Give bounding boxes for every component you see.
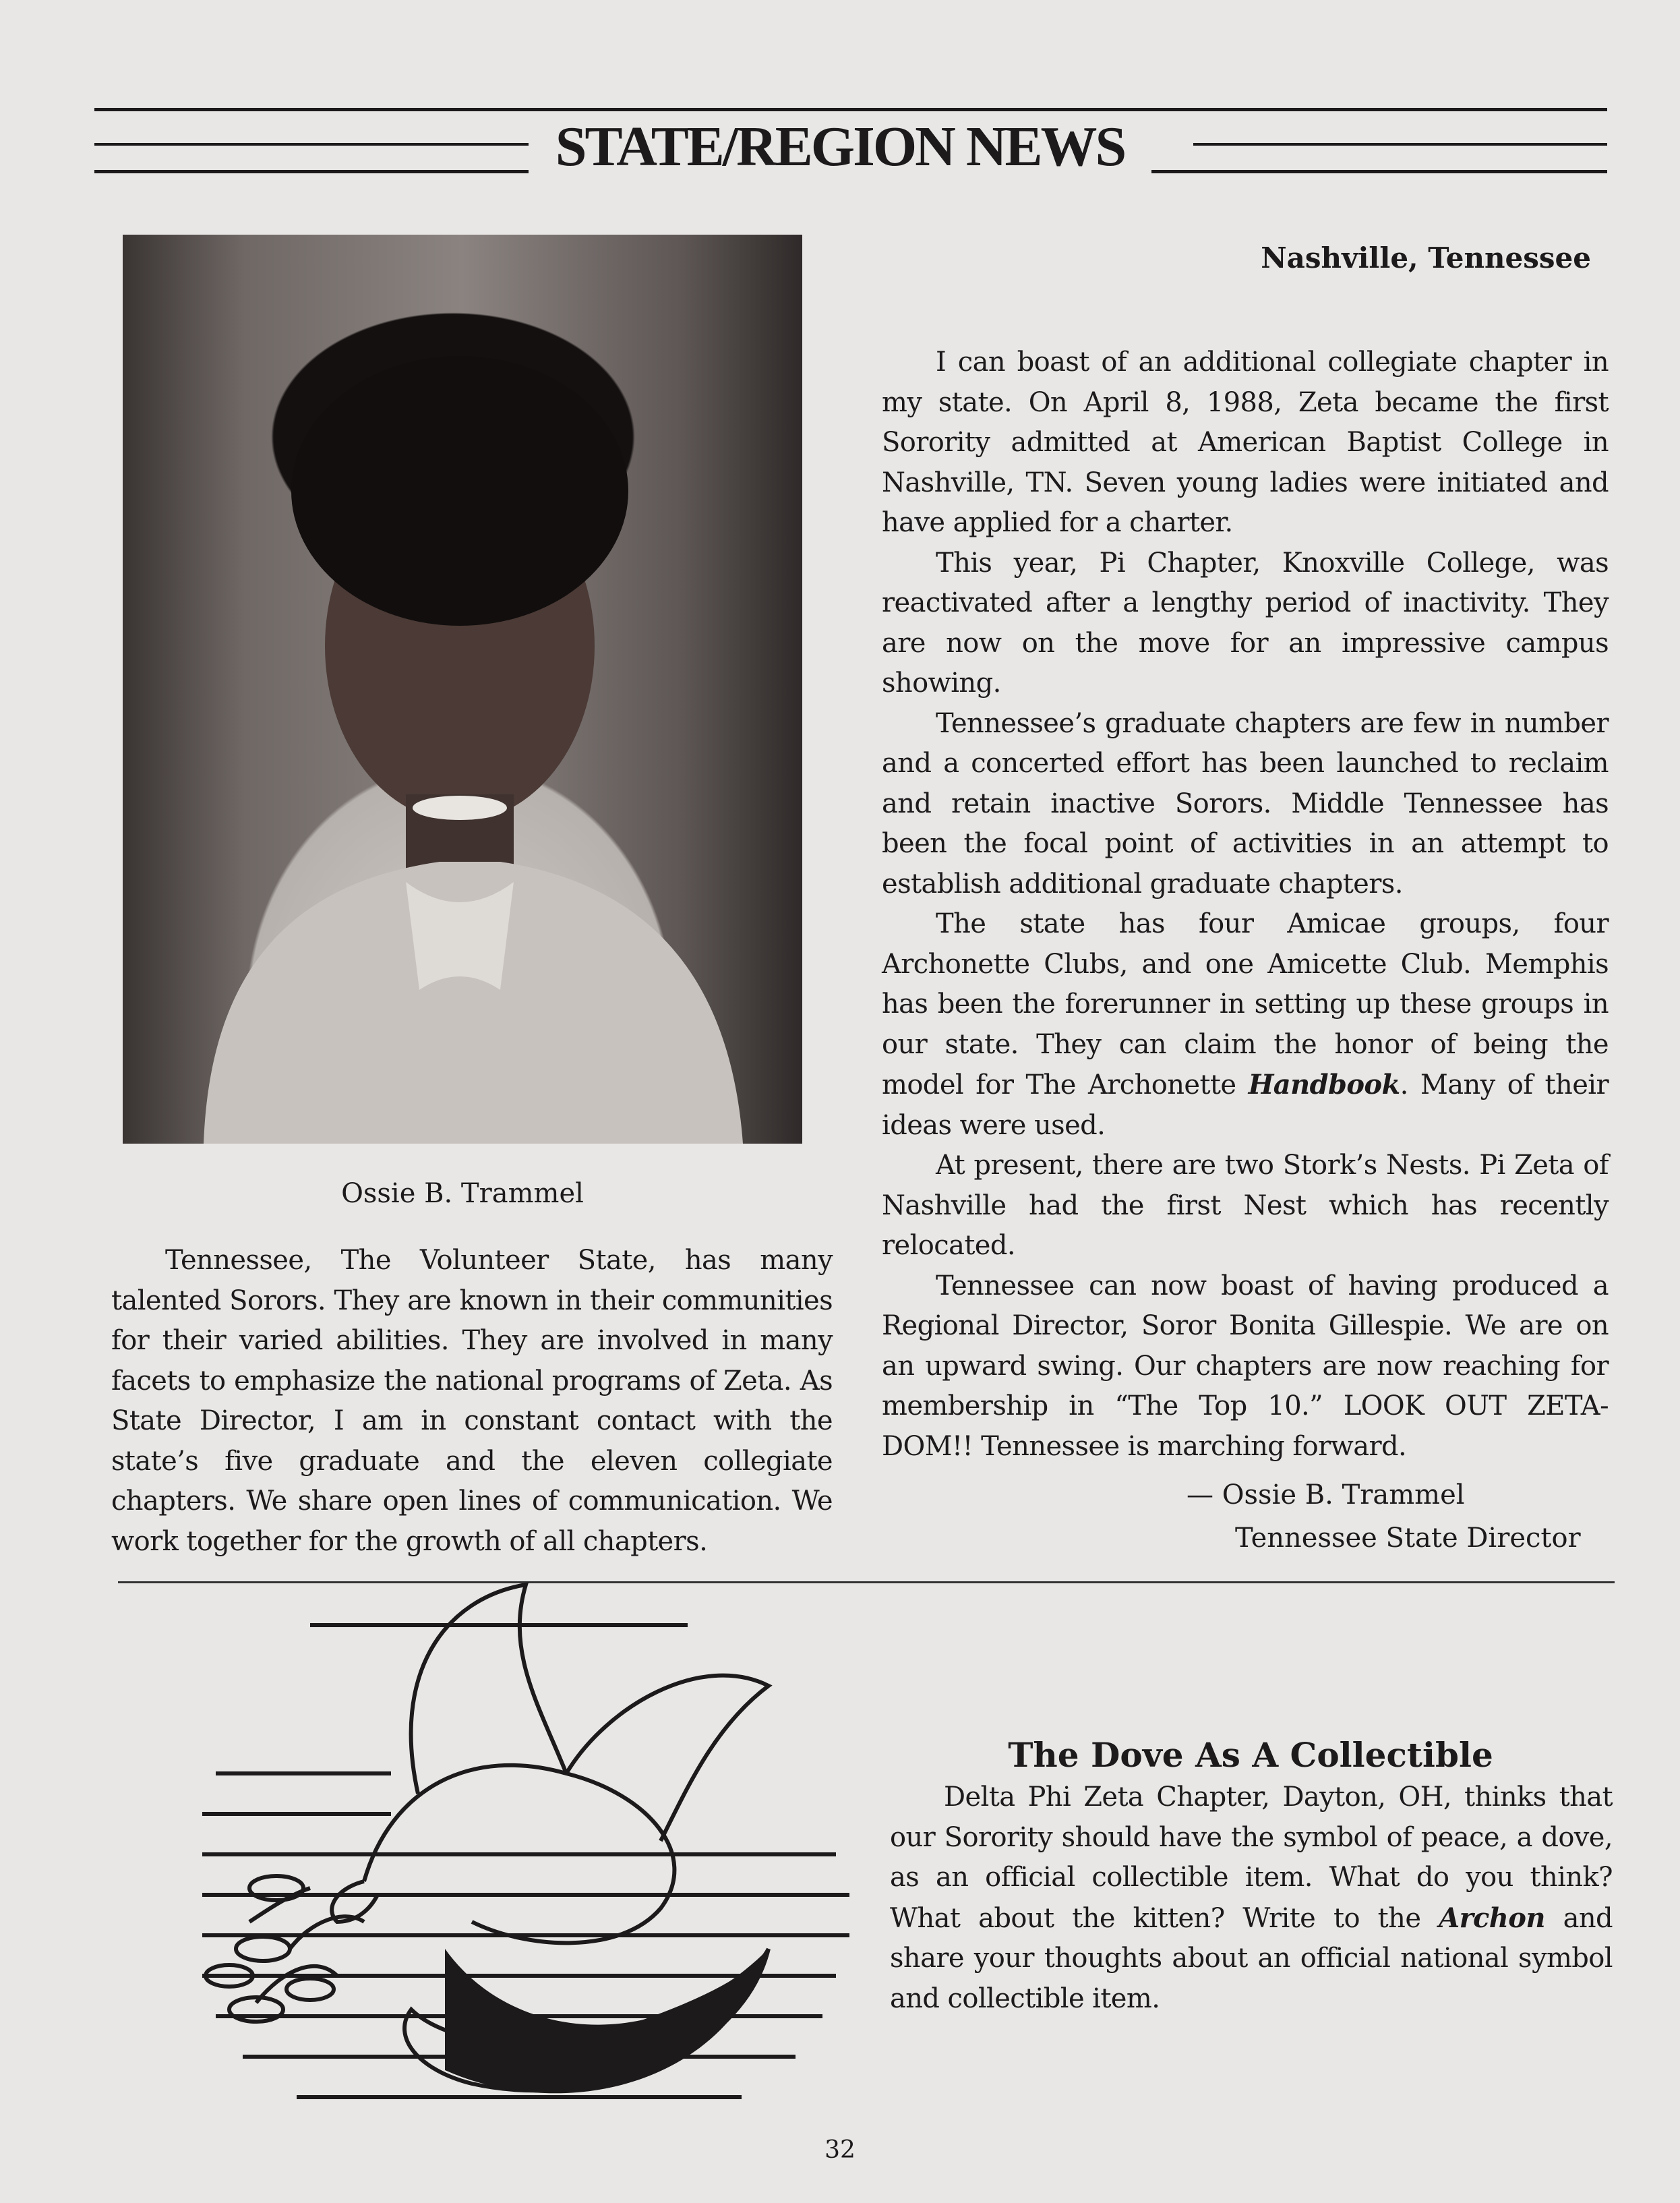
dove-article-body bbox=[890, 1778, 1613, 2019]
dove-illustration bbox=[189, 1571, 863, 2138]
paragraph: Tennessee, The Volunteer State, has many talented Sorors. They are known in their communities for their varied abilities. They are involved in many facets to emphasize the national programs of Zeta. As State Director, I am in constant contact with the state’s five graduate and the eleven collegiate chapters. We share open lines of communication. We work together for the growth of all chapters. bbox=[111, 1245, 833, 1557]
paragraph: This year, Pi Chapter, Knoxville College, was reactivated after a lengthy period of inactivity. They are now on the move for an impressive campus showing. bbox=[882, 547, 1609, 699]
left-column-text bbox=[111, 1241, 833, 1562]
dove-article-title: The Dove As A Collectible bbox=[1008, 1735, 1493, 1775]
archon-emphasis: Archon bbox=[1439, 1902, 1545, 1934]
handbook-emphasis: Handbook bbox=[1248, 1069, 1400, 1100]
section-title: STATE/REGION NEWS bbox=[0, 113, 1680, 181]
paragraph: I can boast of an additional collegiate chapter in my state. On April 8, 1988, Zeta became the first Sorority admitted at American Baptist College in Nashville, TN. Seven young ladies were initiated and have applied for a charter. bbox=[882, 347, 1609, 538]
paragraph: Tennessee can now boast of having produced a Regional Director, Soror Bonita Gillespie. We are on an upward swing. Our chapters are now reaching for membership in “The Top 10.” LOOK OUT ZETA-DOM!! Tennessee is marching forward. bbox=[882, 1270, 1609, 1462]
paragraph: At present, there are two Stork’s Nests. Pi Zeta of Nashville had the first Nest which has recently relocated. bbox=[882, 1150, 1609, 1261]
dateline: Nashville, Tennessee bbox=[1261, 241, 1591, 274]
header-rule-top bbox=[94, 108, 1607, 111]
right-column-text bbox=[882, 343, 1609, 1467]
portrait-illustration bbox=[123, 235, 802, 1144]
paragraph: The state has four Amicae groups, four Archonette Clubs, and one Amicette Club. Memphis has been the forerunner in setting up these groups in our state. They can claim the honor of being the model for The Archonette Handbook. Many of their ideas were used. bbox=[882, 908, 1609, 1141]
paragraph: Tennessee’s graduate chapters are few in number and a concerted effort has been launched to reclaim and retain inactive Sorors. Middle Tennessee has been the focal point of activities in an attempt to establish additional graduate chapters. bbox=[882, 707, 1609, 900]
paragraph: Delta Phi Zeta Chapter, Dayton, OH, thinks that our Sorority should have the symbol of peace, a dove, as an official collectible item. What do you think? What about the kitten? Write to the Archon and share your thoughts about an official national symbol and collectible item. bbox=[890, 1782, 1613, 2014]
signature-title: Tennessee State Director bbox=[1235, 1523, 1581, 1554]
page-number: 32 bbox=[824, 2136, 856, 2164]
signature-name: — Ossie B. Trammel bbox=[1187, 1479, 1465, 1510]
portrait-photo bbox=[123, 235, 802, 1144]
photo-caption: Ossie B. Trammel bbox=[341, 1178, 584, 1209]
